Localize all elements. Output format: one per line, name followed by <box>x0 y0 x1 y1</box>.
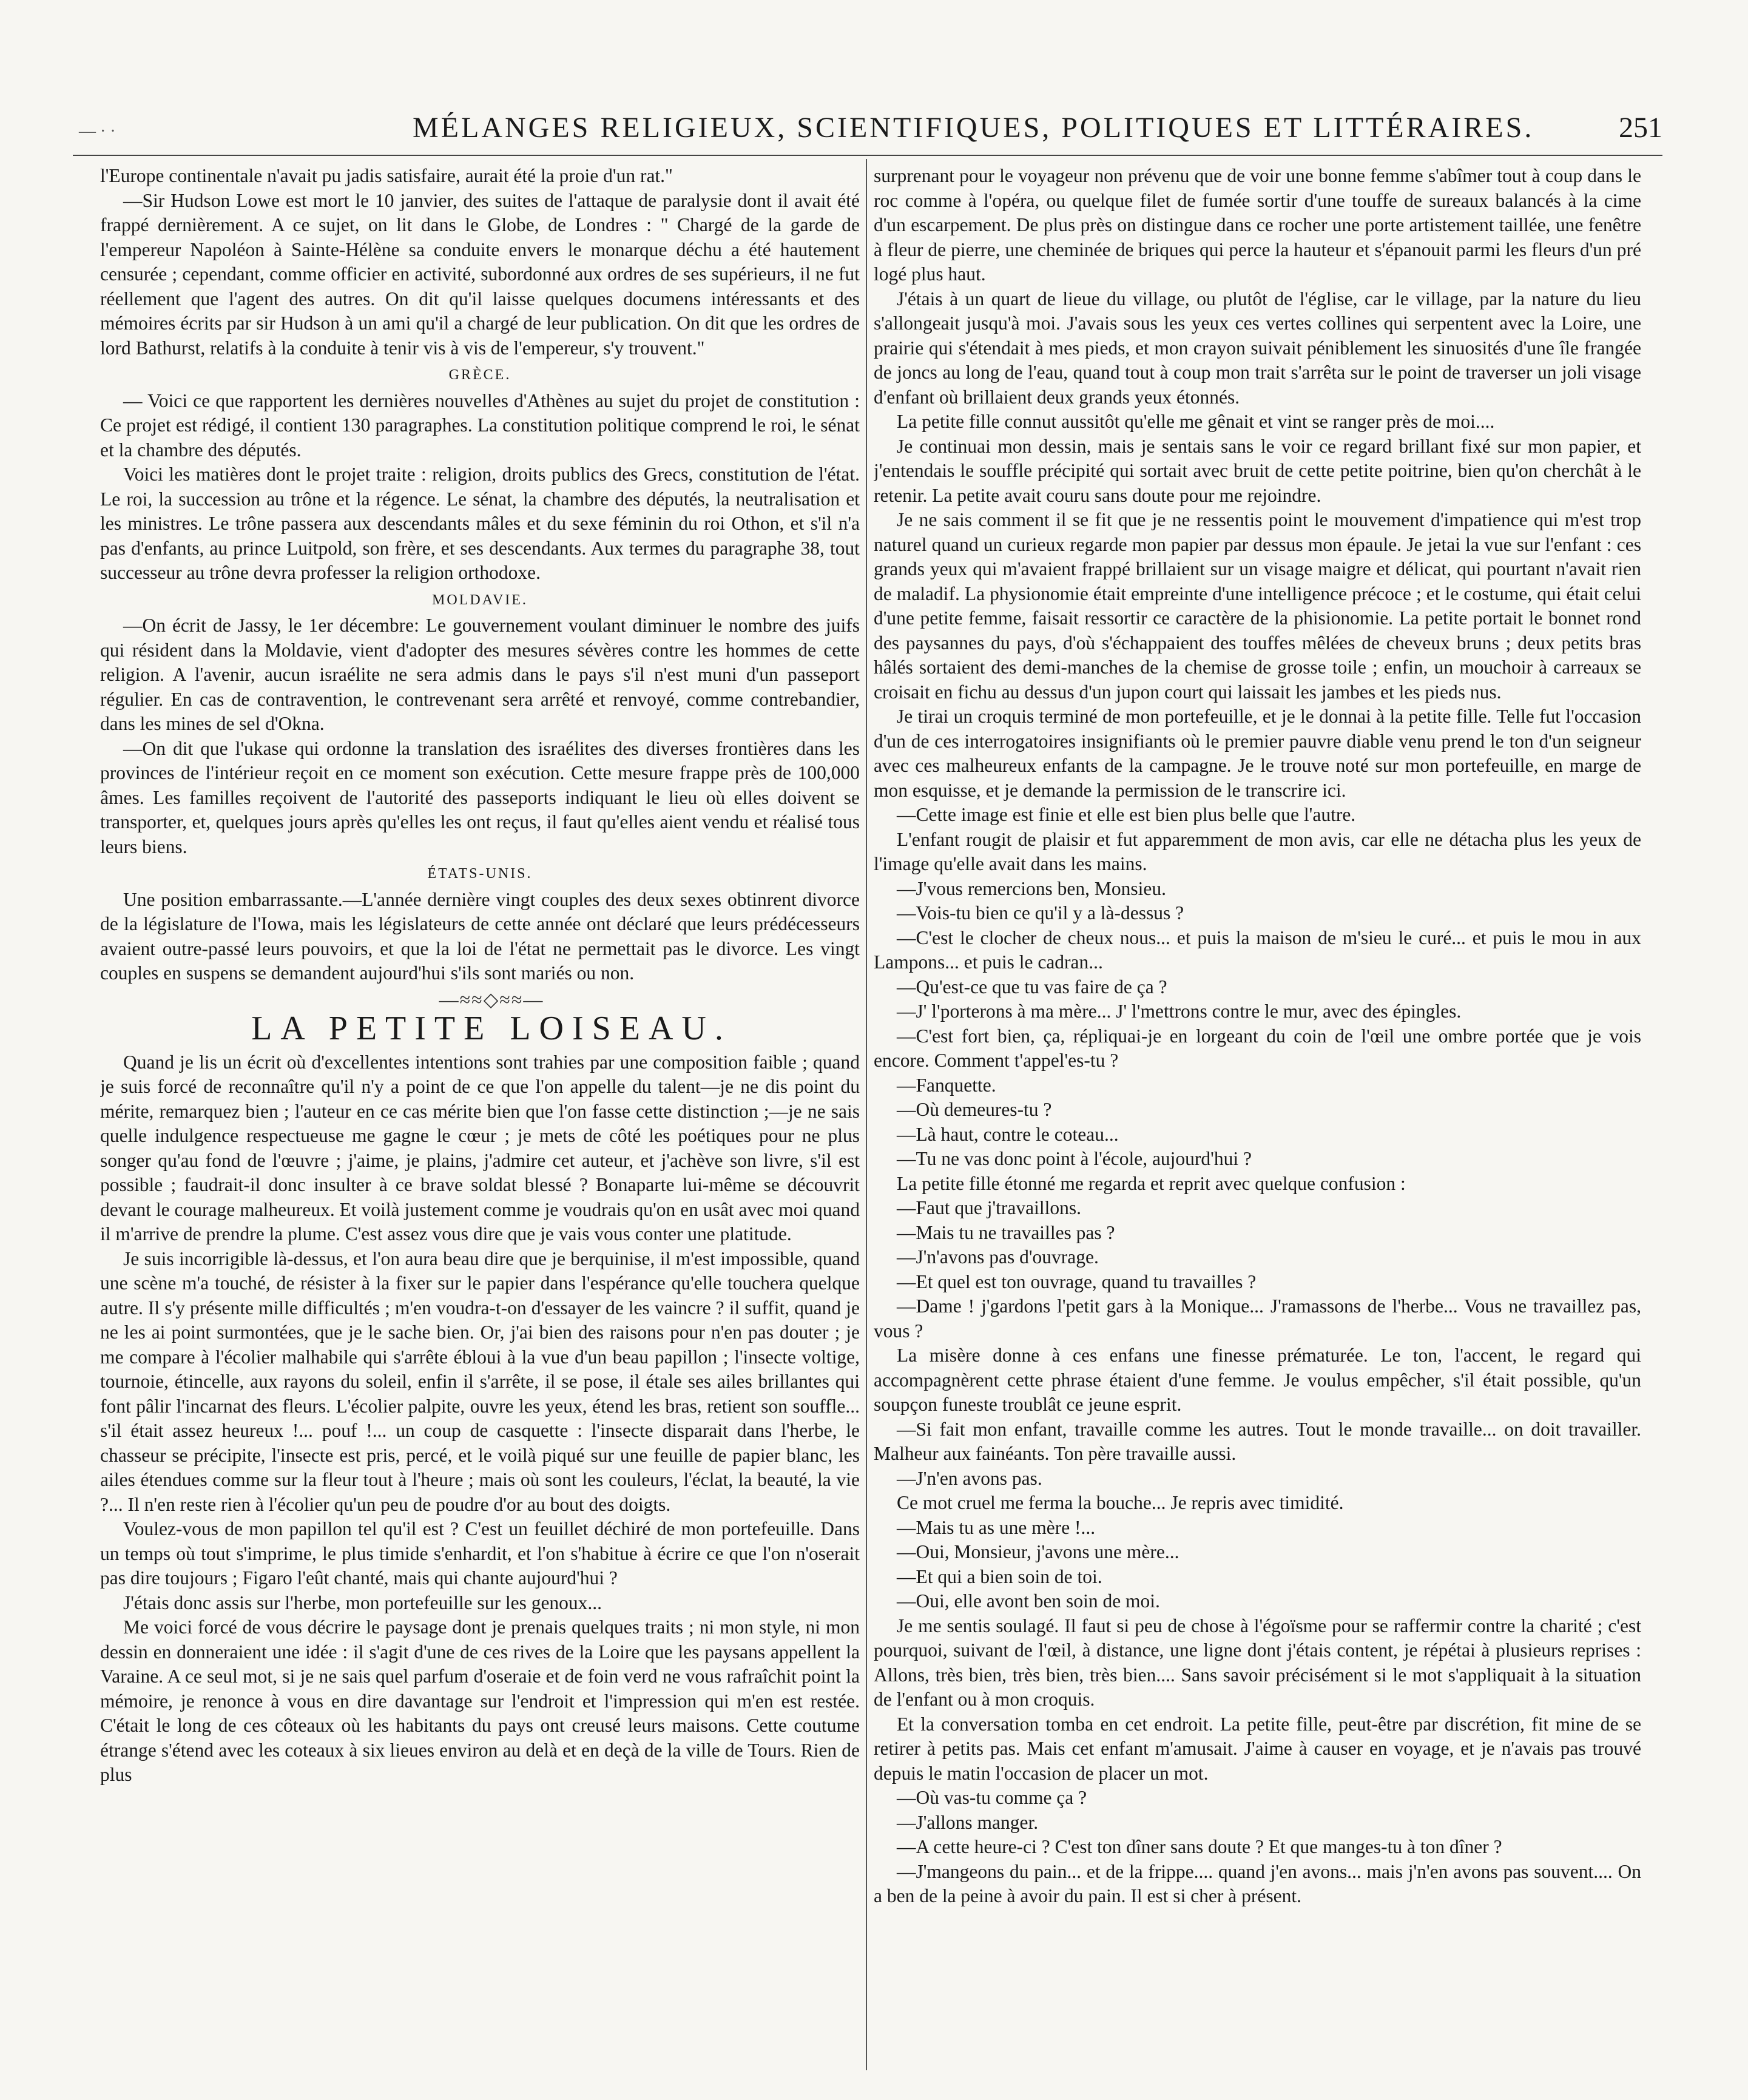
dialogue-line: —A cette heure-ci ? C'est ton dîner sans doute ? Et que manges-tu à ton dîner ? <box>897 1836 1502 1857</box>
dialogue-line: —J'vous remercions ben, Monsieu. <box>897 877 1166 899</box>
paragraph: J'étais donc assis sur l'herbe, mon portefeuille sur les genoux... <box>123 1592 602 1613</box>
section-heading-grece: GRÈCE. <box>448 367 511 383</box>
ornament-divider: —≈≈◇≈≈— <box>439 988 544 1010</box>
story-title: LA PETITE LOISEAU. <box>251 1009 732 1047</box>
dialogue-line: —J' l'porterons à ma mère... J' l'mettrons contre le mur, avec des épingles. <box>897 1001 1462 1022</box>
dialogue-line: —Mais tu ne travailles pas ? <box>897 1221 1115 1243</box>
paragraph: — Voici ce que rapportent les dernières nouvelles d'Athènes au sujet du projet de constitution : Ce projet est rédigé, il contient 130 paragraphes. La constitution politique comprend le roi, le sénat et la chambre des députés. <box>100 390 860 461</box>
dialogue-line: —Tu ne vas donc point à l'école, aujourd'hui ? <box>897 1148 1252 1169</box>
paragraph: Ce mot cruel me ferma la bouche... Je repris avec timidité. <box>897 1492 1344 1513</box>
dialogue-line: —C'est le clocher de cheux nous... et puis la maison de m'sieu le curé... et puis le mou in aux Lampons... et puis le cadran... <box>874 927 1641 973</box>
dialogue-line: —Et qui a bien soin de toi. <box>897 1565 1102 1587</box>
paragraph: Je tirai un croquis terminé de mon portefeuille, et je le donnai à la petite fille. Telle fut l'occasion d'un de ces interrogatoires insignifiants où le premier pauvre diable venu prend le ton d'un seigneur avec ces malheureux enfants de la campagne. Je le trouve noté sur mon portefeuille, en marge de mon esquisse, et je demande la permission de le transcrire ici. <box>874 706 1641 801</box>
paragraph: surprenant pour le voyageur non prévenu que de voir une bonne femme s'abîmer tout à coup dans le roc comme à l'opéra, ou quelque filet de fumée sortir d'une touffe de sureaux balancés à la cime d'un escarpement. De plus près on distingue dans ce rocher une porte artistement taillée, une fenêtre à fleur de pierre, une cheminée de briques qui perce la hauteur et s'épanouit parmi les fleurs d'un pré logé plus haut. <box>874 165 1641 285</box>
page-number: 251 <box>1619 112 1662 144</box>
paragraph: La petite fille étonné me regarda et reprit avec quelque confusion : <box>897 1172 1406 1194</box>
paragraph: Me voici forcé de vous décrire le paysage dont je prenais quelques traits ; ni mon style, ni mon dessin en donneraient une idée : il s'agit d'une de ces rives de la Loire que les paysans appellent la Varaine. A ce seul mot, si je ne sais quel parfum d'oseraie et de foin verd ne vous rafraîchit point la mémoire, je renonce à vous en dire davantage sur l'endroit et l'impression qui m'en est restée. C'était le long de ces côteaux où les habitants du pays ont creusé leurs maisons. Cette coutume étrange s'étend avec les coteaux à six lieues environ au delà et en deçà de la ville de Tours. Rien de plus <box>100 1616 860 1785</box>
dialogue-line: —Vois-tu bien ce qu'il y a là-dessus ? <box>897 902 1184 923</box>
paragraph: l'Europe continentale n'avait pu jadis satisfaire, aurait été la proie d'un rat." <box>100 165 673 186</box>
dialogue-line: —J'n'avons pas d'ouvrage. <box>897 1246 1099 1268</box>
dialogue-line: —Cette image est finie et elle est bien plus belle que l'autre. <box>897 804 1356 825</box>
paragraph: J'étais à un quart de lieue du village, ou plutôt de l'église, car le village, par la nature du lieu s'allongeait jusqu'à moi. J'avais sous les yeux ces vertes collines qui serpentent avec la Loire, une prairie qui s'étendait à mes pieds, et mon crayon suivait péniblement les sinuosités d'une île frangée de joncs au long de l'eau, quand tout à coup mon trait s'arrêta sur le point de traverser un joli visage d'enfant où brillaient deux grands yeux étonnés. <box>874 288 1641 408</box>
dialogue-line: —Où vas-tu comme ça ? <box>897 1787 1087 1808</box>
dialogue-line: —Si fait mon enfant, travaille comme les autres. Tout le monde travaille... on doit travailler. Malheur aux fainéants. Ton père travaille aussi. <box>874 1418 1641 1464</box>
dialogue-line: —Oui, elle avont ben soin de moi. <box>897 1590 1160 1612</box>
dialogue-line: —Qu'est-ce que tu vas faire de ça ? <box>897 976 1167 998</box>
dialogue-line: —Oui, Monsieur, j'avons une mère... <box>897 1541 1179 1562</box>
paragraph: —On écrit de Jassy, le 1er décembre: Le gouvernement voulant diminuer le nombre des juifs qui résident dans la Moldavie, vient d'adopter des mesures sévères contre les hommes de cette religion. A l'avenir, aucun israélite ne sera admis dans le pays s'il n'est muni d'un passeport régulier. En cas de contravention, le contrevenant sera arrêté et renvoyé, comme contrebandier, dans les mines de sel d'Okna. <box>100 615 860 734</box>
paragraph: Je continuai mon dessin, mais je sentais sans le voir ce regard brillant fixé sur mon papier, et j'entendais le souffle précipité qui sortait avec bruit de cette petite poitrine, bien qu'on cherchât à le retenir. La petite avait couru sans doute pour me rejoindre. <box>874 435 1641 506</box>
header-mark: — · · <box>79 122 116 141</box>
section-heading-moldavie: MOLDAVIE. <box>432 592 528 608</box>
dialogue-line: —J'mangeons du pain... et de la frippe.... quand j'en avons... mais j'n'en avons pas souvent.... On a ben de la peine à avoir du pain. Il est si cher à présent. <box>874 1860 1641 1906</box>
dialogue-line: —Et quel est ton ouvrage, quand tu travailles ? <box>897 1271 1257 1292</box>
dialogue-line: —Faut que j'travaillons. <box>897 1197 1082 1218</box>
paragraph: Je ne sais comment il se fit que je ne ressentis point le mouvement d'impatience qui m'est trop naturel quand un curieux regarde mon papier par dessus mon épaule. Je jetai la vue sur l'enfant : ces grands yeux qui m'avaient frappé brillaient sur un visage maigre et délicat, qui pourtant n'avait rien de maladif. La physionomie était empreinte d'une intelligence précoce ; et le costume, qui était celui d'une petite femme, faisait ressortir ce caractère de la phisionomie. La petite portait le bonnet rond des paysannes du pays, d'où s'échappaient des touffes mêlées de cheveux bruns ; deux petits bras hâlés sortaient des demi-manches de la chemise de grosse toile ; enfin, un mouchoir à carreaux se croisait en fichu au dessus d'un jupon court qui laissait les jambes et les pieds nus. <box>874 509 1641 703</box>
dialogue-line: —Là haut, contre le coteau... <box>897 1123 1119 1145</box>
running-title: MÉLANGES RELIGIEUX, SCIENTIFIQUES, POLITIQUES ET LITTÉRAIRES. <box>413 112 1534 144</box>
right-column <box>874 164 1641 2081</box>
paragraph: Voici les matières dont le projet traite : religion, droits publics des Grecs, constitution de l'état. Le roi, la succession au trône et la régence. Le sénat, la chambre des députés, la neutralisation et les ministres. Le trône passera aux descendants mâles et du sexe féminin du roi Othon, et s'il n'a pas d'enfants, au prince Luitpold, son frère, et ses descendants. Aux termes du paragraphe 38, tout successeur au trône devra professer la religion orthodoxe. <box>100 464 860 583</box>
dialogue-line: —Dame ! j'gardons l'petit gars à la Monique... J'ramassons de l'herbe... Vous ne travaillez pas, vous ? <box>874 1295 1641 1342</box>
dialogue-line: —Fanquette. <box>897 1074 996 1096</box>
paragraph: —Sir Hudson Lowe est mort le 10 janvier, des suites de l'attaque de paralysie dont il avait été frappé dernièrement. A ce sujet, on lit dans le Globe, de Londres : " Chargé de la garde de l'empereur Napoléon à Sainte-Hélène sa conduite envers le monarque déchu a été hautement censurée ; cependant, comme officier en activité, subordonné aux ordres de ses supérieurs, il ne fut réellement que l'agent des autres. On dit qu'il laisse quelques documens intéressants et des mémoires écrits par sir Hudson à un ami qu'il a chargé de leur publication. On dit que les ordres de lord Bathurst, relatifs à la conduite à tenir vis à vis de l'empereur, s'y trouvent." <box>100 189 860 359</box>
dialogue-line: —Mais tu as une mère !... <box>897 1516 1096 1538</box>
paragraph: —On dit que l'ukase qui ordonne la translation des israélites des diverses frontières dans les provinces de l'intérieur reçoit en ce moment son exécution. Cette mesure frappe près de 100,000 âmes. Les familles reçoivent de l'autorité des passeports indiquant le lieu où elles doivent se transporter, et, quelques jours après qu'elles les ont reçus, il faut qu'elles aient vendu et réalisé tous leurs biens. <box>100 737 860 857</box>
dialogue-line: —J'n'en avons pas. <box>897 1467 1042 1489</box>
paragraph: Quand je lis un écrit où d'excellentes intentions sont trahies par une composition faible ; quand je suis forcé de reconnaître qu'il n'y a point de ce que l'on appelle du talent—je ne dis point du mérite, remarquez bien ; l'auteur en ce cas mérite bien que l'on fasse cette distinction ;—je ne sais quelle indulgence respectueuse me gagne le cœur ; je mets de côté les poétiques pour ne plus songer qu'au fond de l'œuvre ; j'aime, je plains, j'admire cet auteur, et j'achève son livre, s'il est possible ; faudrait-il donc insulter à ce brave soldat blessé ? Bonaparte lui-même se découvrit devant le courage malheureux. Et voilà justement comme je voudrais qu'on en usât avec moi quand il m'arrive de prendre la plume. C'est assez vous dire que je vais vous conter une platitude. <box>100 1051 860 1244</box>
left-column <box>100 164 860 2081</box>
page-header <box>73 106 1662 156</box>
paragraph: La misère donne à ces enfans une finesse prématurée. Le ton, l'accent, le regard qui accompagnèrent cette phrase étaient d'une femme. Je voulus empêcher, s'il était possible, qu'un soupçon funeste troublât ce jeune esprit. <box>874 1345 1641 1415</box>
paragraph: Je suis incorrigible là-dessus, et l'on aura beau dire que je berquinise, il m'est impossible, quand une scène m'a touché, de résister à la fixer sur le papier dans l'espérance qu'elle touchera quelque autre. Il s'y présente mille difficultés ; m'en voudra-t-on d'essayer de les vaincre ? il suffit, quand je ne les ai point surmontées, que je le sache bien. Or, j'ai bien des raisons pour n'en pas douter ; je me compare à l'écolier malhabile qui s'arrête ébloui à la vue d'un beau papillon ; l'insecte voltige, tournoie, étincelle, aux rayons du soleil, enfin il s'arrête, il se pose, il étale ses ailes brillantes qui font pâlir l'incarnat des fleurs. L'écolier palpite, ouvre les yeux, étend les bras, retient son souffle... s'il était assez heureux !... pouf !... un coup de casquette : l'insecte disparait dans l'herbe, le chasseur se précipite, l'insecte est pris, percé, et le voilà piqué sur une feuille de papier blanc, les ailes étendues comme sur la fleur tout à l'heure ; mais où sont les couleurs, l'éclat, la beauté, la vie ?... Il n'en reste rien à l'écolier qu'un peu de poudre d'or au bout des doigts. <box>100 1248 860 1515</box>
dialogue-line: —Où demeures-tu ? <box>897 1099 1052 1120</box>
paragraph: La petite fille connut aussitôt qu'elle me gênait et vint se ranger près de moi.... <box>897 411 1495 432</box>
dialogue-line: —J'allons manger. <box>897 1811 1039 1833</box>
paragraph: Et la conversation tomba en cet endroit. La petite fille, peut-être par discrétion, fit mine de se retirer à petits pas. Mais cet enfant m'amusait. J'aime à causer en voyage, et je n'avais pas trouvé depuis le matin l'occasion de placer un mot. <box>874 1713 1641 1784</box>
section-heading-etats-unis: ÉTATS-UNIS. <box>427 866 533 882</box>
paragraph: Une position embarrassante.—L'année dernière vingt couples des deux sexes obtinrent divorce de la législature de l'Iowa, mais les législateurs de cette année ont déclaré que leurs prédécesseurs avaient outre-passé leurs pouvoirs, et que la loi de l'état ne permettait pas le divorce. Les vingt couples en suspens se demandent aujourd'hui s'ils sont mariés ou non. <box>100 888 860 984</box>
column-divider <box>866 159 867 2070</box>
paragraph: L'enfant rougit de plaisir et fut apparemment de mon avis, car elle ne détacha plus les yeux de l'image qu'elle avait dans les mains. <box>874 828 1641 874</box>
paragraph: Je me sentis soulagé. Il faut si peu de chose à l'égoïsme pour se raffermir contre la charité ; c'est pourquoi, suivant de l'œil, à distance, une ligne dont j'étais content, je répétai à plusieurs reprises : Allons, très bien, très bien, très bien.... Sans savoir précisément si le mot s'appliquait à la situation de l'enfant ou à mon croquis. <box>874 1615 1641 1710</box>
dialogue-line: —C'est fort bien, ça, répliquai-je en lorgeant du coin de l'œil une ombre portée que je vois encore. Comment t'appel'es-tu ? <box>874 1025 1641 1071</box>
paragraph: Voulez-vous de mon papillon tel qu'il est ? C'est un feuillet déchiré de mon portefeuille. Dans un temps où tout s'imprime, le plus timide s'enhardit, et l'on s'habitue à écrire ce que l'on n'oserait pas dire toujours ; Figaro l'eût chanté, mais qui chante aujourd'hui ? <box>100 1518 860 1589</box>
